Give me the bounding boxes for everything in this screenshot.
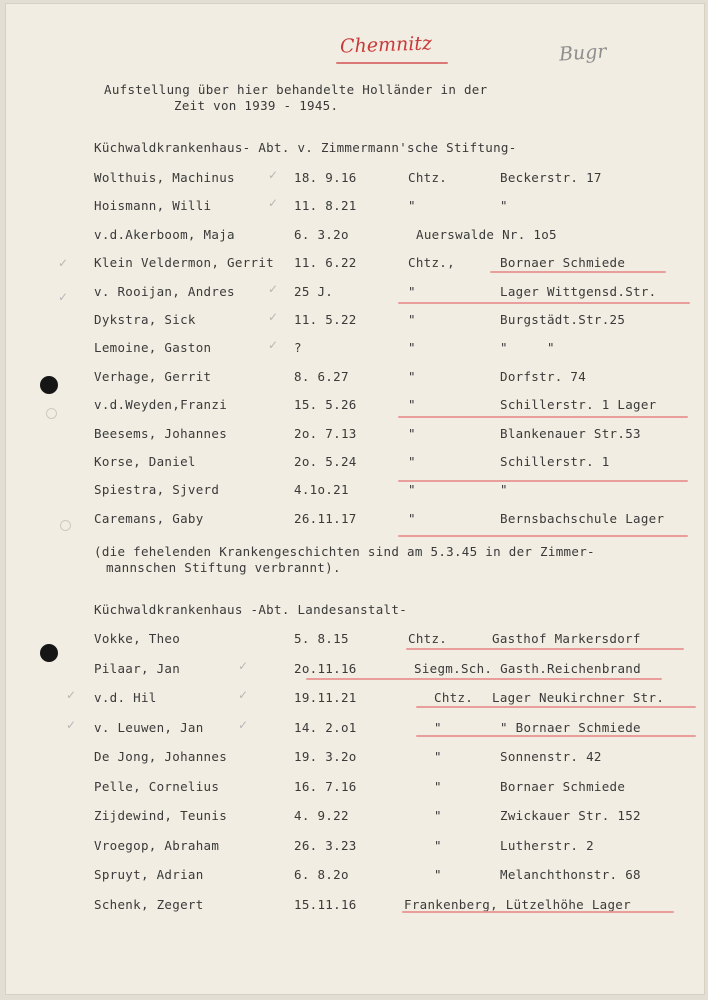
person-name: Beesems, Johannes — [94, 425, 228, 441]
birth-date: 25 J. — [294, 283, 334, 299]
person-name: Verhage, Gerrit — [94, 368, 212, 384]
place: " — [408, 454, 416, 469]
place: " — [408, 198, 416, 214]
note-line-1: (die fehelenden Krankengeschichten sind am 5.3.45 in der Zimmer- — [94, 544, 595, 559]
birth-date: 6. 3.2o — [294, 226, 349, 242]
margin-check-mark-icon: ✓ — [66, 718, 77, 732]
heading-line-2: Zeit von 1939 - 1945. — [174, 98, 339, 113]
red-underline — [406, 648, 684, 650]
birth-date: 8. 6.27 — [294, 368, 349, 384]
person-name: Vroegop, Abraham — [94, 837, 220, 853]
check-mark-icon: ✓ — [238, 717, 249, 732]
handwritten-city-annotation: Chemnitz — [339, 32, 433, 58]
address: " Bornaer Schmiede — [500, 719, 641, 735]
birth-date: 4. 9.22 — [294, 808, 349, 823]
birth-date: 11. 8.21 — [294, 198, 357, 214]
check-mark-icon: ✓ — [268, 310, 279, 324]
address: Melanchthonstr. 68 — [500, 867, 641, 882]
birth-date: ? — [294, 340, 302, 356]
place: " — [434, 808, 442, 823]
person-name: Lemoine, Gaston — [94, 340, 212, 356]
heading-line-1: Aufstellung über hier behandelte Holländer in der — [104, 82, 488, 97]
faint-ring-mark — [46, 408, 57, 419]
place: Frankenberg, Lützelhöhe Lager — [404, 896, 631, 912]
address: Gasthof Markersdorf — [492, 631, 641, 646]
birth-date: 16. 7.16 — [294, 778, 357, 794]
section-2-title: Küchwaldkrankenhaus -Abt. Landesanstalt- — [94, 602, 408, 617]
address: Lager Neukirchner Str. — [492, 690, 665, 705]
address: Schillerstr. 1 Lager — [500, 397, 657, 413]
person-name: Klein Veldermon, Gerrit — [94, 255, 274, 271]
place: " — [408, 340, 416, 356]
place: Auerswalde Nr. 1o5 — [416, 226, 557, 242]
person-name: v.d.Akerboom, Maja — [94, 226, 235, 242]
person-name: Schenk, Zegert — [94, 896, 204, 912]
place: " — [408, 397, 416, 413]
margin-check-mark-icon: ✓ — [58, 290, 69, 304]
address: Dorfstr. 74 — [500, 368, 587, 384]
red-underline — [398, 480, 688, 482]
faint-ring-mark — [60, 520, 71, 531]
red-underline — [416, 735, 696, 737]
red-underline — [336, 62, 448, 64]
person-name: Pelle, Cornelius — [94, 778, 220, 794]
birth-date: 2o. 5.24 — [294, 454, 357, 469]
birth-date: 5. 8.15 — [294, 631, 349, 646]
person-name: v.d. Hil — [94, 690, 157, 705]
margin-check-mark-icon: ✓ — [58, 256, 69, 270]
place: " — [434, 749, 442, 764]
red-underline — [398, 535, 688, 537]
check-mark-icon: ✓ — [268, 168, 279, 182]
person-name: Zijdewind, Teunis — [94, 808, 228, 823]
red-underline — [416, 706, 696, 708]
margin-check-mark-icon: ✓ — [66, 688, 77, 702]
birth-date: 26. 3.23 — [294, 837, 357, 853]
place: " — [408, 368, 416, 384]
birth-date: 15. 5.26 — [294, 397, 357, 413]
place: " — [434, 719, 442, 735]
birth-date: 11. 6.22 — [294, 255, 357, 271]
person-name: Wolthuis, Machinus — [94, 170, 235, 185]
person-name: Spiestra, Sjverd — [94, 482, 220, 498]
check-mark-icon: ✓ — [238, 688, 249, 702]
address: Beckerstr. 17 — [500, 170, 602, 185]
place: Chtz., — [408, 255, 455, 271]
person-name: v. Leuwen, Jan — [94, 719, 204, 735]
place: " — [434, 837, 442, 853]
birth-date: 6. 8.2o — [294, 867, 349, 882]
address: Schillerstr. 1 — [500, 454, 610, 469]
address: Bernsbachschule Lager — [500, 510, 665, 526]
birth-date: 2o. 7.13 — [294, 425, 357, 441]
birth-date: 11. 5.22 — [294, 312, 357, 327]
birth-date: 15.11.16 — [294, 896, 357, 912]
place: " — [408, 425, 416, 441]
place: Chtz. — [434, 690, 474, 705]
red-underline — [490, 271, 666, 273]
person-name: Dykstra, Sick — [94, 312, 196, 327]
person-name: Korse, Daniel — [94, 454, 196, 469]
person-name: v.d.Weyden,Franzi — [94, 397, 228, 413]
punch-hole — [40, 644, 58, 662]
place: " — [408, 312, 416, 327]
address: Sonnenstr. 42 — [500, 749, 602, 764]
address: Lager Wittgensd.Str. — [500, 283, 657, 299]
person-name: Vokke, Theo — [94, 631, 181, 646]
place: " — [434, 867, 442, 882]
address: Bornaer Schmiede — [500, 255, 626, 271]
check-mark-icon: ✓ — [268, 338, 279, 353]
red-underline — [402, 911, 674, 913]
red-underline — [398, 416, 688, 418]
section-1-title: Küchwaldkrankenhaus- Abt. v. Zimmermann'sche Stiftung- — [94, 140, 517, 155]
check-mark-icon: ✓ — [238, 658, 249, 673]
birth-date: 19.11.21 — [294, 690, 357, 705]
place: " — [408, 283, 416, 299]
place: " — [434, 778, 442, 794]
person-name: Spruyt, Adrian — [94, 867, 204, 882]
birth-date: 14. 2.o1 — [294, 719, 357, 735]
place: Siegm.Sch. Gasth.Reichenbrand — [414, 660, 641, 676]
birth-date: 2o.11.16 — [294, 660, 357, 676]
address: Blankenauer Str.53 — [500, 425, 641, 441]
place: Chtz. — [408, 170, 448, 185]
person-name: Pilaar, Jan — [94, 660, 181, 676]
document-page — [6, 4, 704, 994]
handwritten-pencil-annotation: Bugr — [558, 40, 608, 66]
place: Chtz. — [408, 631, 448, 646]
person-name: Hoismann, Willi — [94, 198, 212, 214]
check-mark-icon: ✓ — [268, 281, 279, 296]
address: " — [500, 482, 508, 498]
person-name: De Jong, Johannes — [94, 749, 228, 764]
check-mark-icon: ✓ — [268, 196, 279, 211]
place: " — [408, 482, 416, 498]
red-underline — [306, 678, 662, 680]
address: Burgstädt.Str.25 — [500, 312, 626, 327]
punch-hole — [40, 376, 58, 394]
birth-date: 26.11.17 — [294, 510, 357, 526]
red-underline — [398, 302, 690, 304]
birth-date: 19. 3.2o — [294, 749, 357, 764]
birth-date: 4.1o.21 — [294, 482, 349, 498]
address: Zwickauer Str. 152 — [500, 808, 641, 823]
birth-date: 18. 9.16 — [294, 170, 357, 185]
address: " " — [500, 340, 555, 356]
address: Lutherstr. 2 — [500, 837, 594, 853]
person-name: v. Rooijan, Andres — [94, 283, 235, 299]
place: " — [408, 510, 416, 526]
address: " — [500, 198, 508, 214]
address: Bornaer Schmiede — [500, 778, 626, 794]
note-line-2: mannschen Stiftung verbrannt). — [106, 560, 341, 575]
person-name: Caremans, Gaby — [94, 510, 204, 526]
